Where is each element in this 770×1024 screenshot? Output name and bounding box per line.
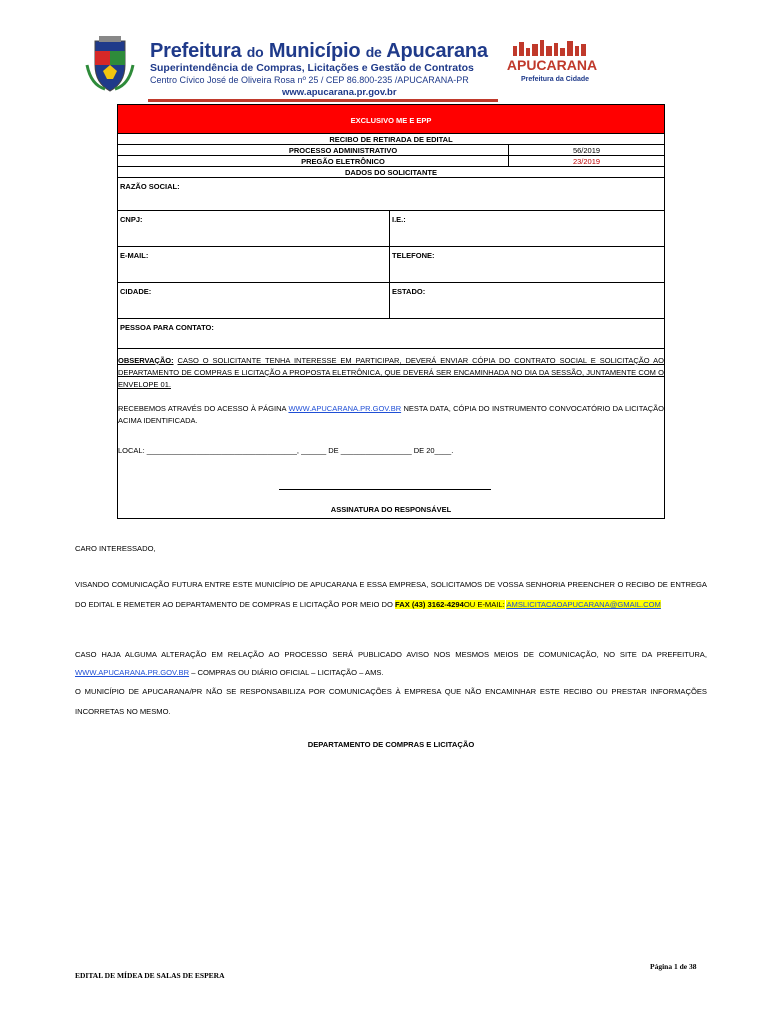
- city-state-row: [118, 282, 664, 318]
- city-field[interactable]: [118, 283, 390, 318]
- email-phone-row: [118, 246, 664, 282]
- ie-label: I.E.:: [392, 215, 406, 224]
- fax-number: FAX (43) 3162-4294: [395, 600, 464, 609]
- phone-label: TELEFONE:: [392, 251, 435, 260]
- process-label: PROCESSO ADMINISTRATIVO: [288, 146, 398, 155]
- ie-field[interactable]: [390, 211, 408, 246]
- received-text: RECEBEMOS ATRAVÉS DO ACESSO À PÁGINA WWW.APUCARANA.PR.GOV.BR NESTA DATA, CÓPIA DO INSTRUMENTO CONVOCATÓRIO DA LICITAÇÃO ACIMA IDENTIFICADA.: [118, 404, 664, 425]
- email-field[interactable]: [118, 247, 390, 282]
- paragraph-2: CASO HAJA ALGUMA ALTERAÇÃO EM RELAÇÃO AO PROCESSO SERÁ PUBLICADO AVISO NOS MESMOS MEIOS DE COMUNICAÇÃO, NO SITE DA PREFEITURA, WWW.APUCARANA.PR.GOV.BR – COMPRAS OU DIÁRIO OFICIAL – LICITAÇÃO – AMS.: [75, 650, 707, 677]
- state-field[interactable]: [390, 283, 427, 318]
- svg-text:Prefeitura da Cidade: Prefeitura da Cidade: [520, 76, 590, 83]
- footer-document-title: EDITAL DE MÍDEA DE SALAS DE ESPERA: [75, 971, 225, 980]
- signature-line: [279, 489, 491, 490]
- city-label: CIDADE:: [120, 287, 152, 296]
- paragraph-1: VISANDO COMUNICAÇÃO FUTURA ENTRE ESTE MUNICÍPIO DE APUCARANA E ESSA EMPRESA, SOLICITAMOS DE VOSSA SENHORIA PREENCHER O RECIBO DE ENTREGA DO EDITAL E REMETER AO DEPARTAMENTO DE COMPRAS E LICITAÇÃO POR MEIO DO FAX (43) 3162-4294OU E-MAIL: AMSLICITACAOAPUCARANA@GMAIL.COM: [75, 580, 707, 609]
- company-field[interactable]: [118, 177, 664, 210]
- company-label: RAZÃO SOCIAL:: [120, 182, 180, 191]
- svg-text:APUCARANA: APUCARANA: [506, 57, 598, 73]
- contact-label: PESSOA PARA CONTATO:: [120, 323, 214, 332]
- phone-field[interactable]: [390, 247, 437, 282]
- header-divider: [148, 99, 498, 102]
- auction-row: [118, 155, 664, 166]
- header-address: Centro Cívico José de Oliveira Rosa nº 25 / CEP 86.800-235 /APUCARANA-PR: [150, 75, 469, 85]
- municipal-crest-icon: [85, 35, 135, 93]
- requester-heading: DADOS DO SOLICITANTE: [118, 166, 664, 177]
- contact-field[interactable]: [118, 318, 664, 348]
- cnpj-field[interactable]: [118, 211, 390, 246]
- state-label: ESTADO:: [392, 287, 426, 296]
- greeting: CARO INTERESSADO,: [75, 544, 156, 553]
- header-subtitle: Superintendência de Compras, Licitações e Gestão de Contratos: [150, 62, 474, 74]
- header-title: Prefeitura do Município de Apucarana: [150, 40, 488, 62]
- exclusive-banner: EXCLUSIVO ME E EPP: [118, 105, 664, 133]
- received-link[interactable]: WWW.APUCARANA.PR.GOV.BR: [288, 404, 402, 413]
- receipt-title: RECIBO DE RETIRADA DE EDITAL: [118, 133, 664, 144]
- auction-value: 23/2019: [508, 156, 664, 166]
- header-website[interactable]: www.apucarana.pr.gov.br: [282, 87, 397, 98]
- page-number: Página 1 de 38: [650, 962, 697, 971]
- prefeitura-link[interactable]: WWW.APUCARANA.PR.GOV.BR: [75, 668, 190, 677]
- process-row: [118, 144, 664, 155]
- observation-block: [118, 348, 664, 518]
- receipt-form: [117, 104, 665, 519]
- auction-label: PREGÃO ELETRÔNICO: [301, 157, 385, 166]
- cnpj-label: CNPJ:: [120, 215, 143, 224]
- contact-email-link[interactable]: AMSLICITACAOAPUCARANA@GMAIL.COM: [506, 600, 661, 609]
- process-value: 56/2019: [508, 145, 664, 155]
- department-signoff: DEPARTAMENTO DE COMPRAS E LICITAÇÃO: [307, 740, 475, 749]
- email-label: E-MAIL:: [120, 251, 149, 260]
- cnpj-ie-row: [118, 210, 664, 246]
- paragraph-3: O MUNICÍPIO DE APUCARANA/PR NÃO SE RESPONSABILIZA POR COMUNICAÇÕES À EMPRESA QUE NÃO ENCAMINHAR ESTE RECIBO OU PRESTAR INFORMAÇÕES INCORRETAS NO MESMO.: [75, 687, 707, 716]
- observation-text: OBSERVAÇÃO: CASO O SOLICITANTE TENHA INTERESSE EM PARTICIPAR, DEVERÁ ENVIAR CÓPIA DO CONTRATO SOCIAL E SOLICITAÇÃO AO DEPARTAMENTO DE COMPRAS E LICITAÇÃO A PROPOSTA ELETRÔNICA, QUE DEVERÁ SER ENCAMINHADA NO DIA DA SESSÃO, JUNTAMENTE COM O ENVELOPE 01.: [118, 356, 664, 389]
- signature-label: ASSINATURA DO RESPONSÁVEL: [330, 505, 452, 514]
- local-line: LOCAL: ____________________________________, ______ DE _________________ DE 20____.: [118, 446, 454, 455]
- apucarana-logo: [503, 40, 601, 84]
